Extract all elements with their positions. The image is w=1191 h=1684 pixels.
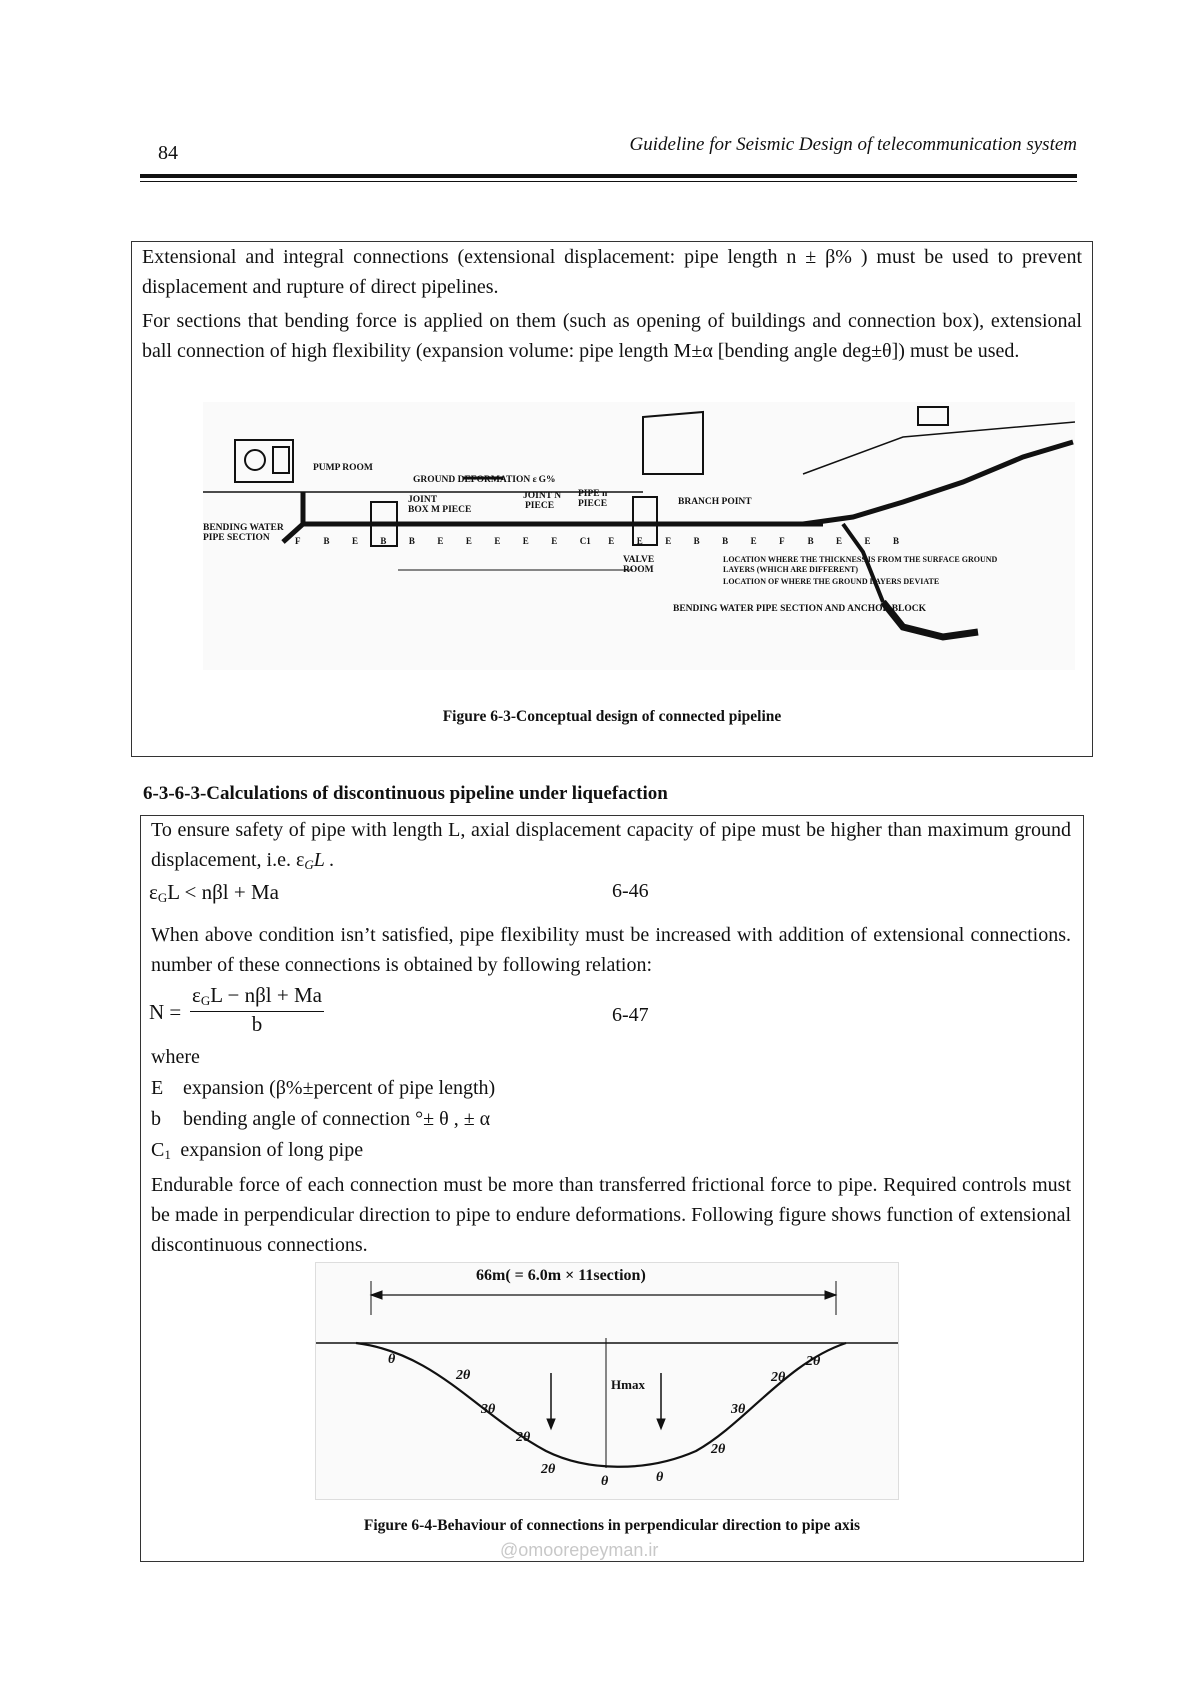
def-C-text: expansion of long pipe bbox=[180, 1139, 364, 1161]
eq47-sub: G bbox=[200, 993, 211, 1008]
eq47-num-rest: L − nβl + Ma bbox=[210, 983, 322, 1007]
paragraph-endurable-force: Endurable force of each connection must be more than transferred frictional force to pipe. Required controls must be made in perpendicular direction to pipe to endure deformations. Following figure shows function of extensional discontinuous connections. bbox=[151, 1174, 1071, 1256]
pipeline-diagram bbox=[203, 402, 1075, 670]
def-C1 bbox=[151, 1135, 495, 1170]
def-E-text: expansion (β%±percent of pipe length) bbox=[183, 1077, 496, 1099]
hmax-label: Hmax bbox=[611, 1377, 645, 1392]
paragraph-safety-end: L . bbox=[313, 849, 335, 871]
label-ground-deformation: GROUND DEFORMATION ε G% bbox=[413, 475, 556, 485]
label-pipe-n: PIPE n bbox=[578, 489, 608, 499]
connection-letter: E bbox=[864, 536, 871, 546]
def-b-text: bending angle of connection °± θ , ± α bbox=[183, 1108, 491, 1130]
equation-6-47-fraction bbox=[190, 983, 324, 1037]
connection-letter: E bbox=[494, 536, 501, 546]
page-number: 84 bbox=[158, 142, 178, 164]
equation-6-46 bbox=[149, 880, 279, 906]
two-theta-1: 2θ bbox=[456, 1368, 471, 1383]
trough-diagram bbox=[316, 1263, 898, 1499]
label-pipe-n-2: PIECE bbox=[578, 499, 608, 509]
equation-number-6-47: 6-47 bbox=[612, 1004, 649, 1026]
definitions bbox=[151, 1042, 495, 1170]
equation-6-47-lhs: N = bbox=[149, 1000, 182, 1024]
label-valve-room-2: ROOM bbox=[623, 565, 654, 575]
eq46-rhs: L < nβl + Ma bbox=[167, 880, 279, 904]
where-label: where bbox=[151, 1046, 200, 1068]
eq47-numerator bbox=[190, 983, 324, 1012]
theta-bottom: θ bbox=[601, 1474, 609, 1489]
label-branch-point: BRANCH POINT bbox=[678, 497, 752, 507]
figure-6-4-caption: Figure 6-4-Behaviour of connections in perpendicular direction to pipe axis bbox=[363, 1517, 861, 1534]
connection-letter: E bbox=[836, 536, 843, 546]
two-theta-5: 2θ bbox=[771, 1370, 786, 1385]
label-bending-section-2: PIPE SECTION bbox=[203, 533, 270, 543]
def-C-sub: 1 bbox=[164, 1147, 171, 1162]
connection-letter: E bbox=[608, 536, 615, 546]
connection-letter: E bbox=[465, 536, 472, 546]
def-E-symbol: E bbox=[151, 1077, 164, 1099]
two-theta-4: 2θ bbox=[711, 1442, 726, 1457]
label-joint-box: JOINT bbox=[408, 495, 438, 505]
eq47-epsilon: ε bbox=[192, 983, 201, 1007]
figure-connection-behaviour bbox=[315, 1262, 899, 1500]
connection-letter: E bbox=[636, 536, 643, 546]
header-rule-thin bbox=[140, 181, 1077, 182]
label-joint-n-2: PIECE bbox=[525, 501, 555, 511]
connection-letter: B bbox=[408, 536, 415, 546]
two-theta-3: 2θ bbox=[541, 1462, 556, 1477]
theta-1: θ bbox=[388, 1352, 396, 1367]
def-E bbox=[151, 1073, 495, 1104]
connection-letter: B bbox=[893, 536, 900, 546]
figure-connected-pipeline bbox=[203, 402, 1075, 670]
connection-letter: B bbox=[807, 536, 814, 546]
header-rule bbox=[140, 174, 1077, 178]
def-C-symbol: C bbox=[151, 1139, 165, 1161]
span-label: 66m( = 6.0m × 11section) bbox=[476, 1267, 646, 1284]
label-note-2: LOCATION OF WHERE THE GROUND LAYERS DEVIATE bbox=[723, 577, 940, 586]
connection-letter: B bbox=[722, 536, 729, 546]
connection-letter: E bbox=[351, 536, 358, 546]
eq47-denominator: b bbox=[251, 1012, 263, 1036]
connection-letter: F bbox=[779, 536, 785, 546]
connection-letter: B bbox=[693, 536, 700, 546]
connection-letter: B bbox=[380, 536, 387, 546]
eq46-epsilon: ε bbox=[149, 880, 158, 904]
connection-letter: E bbox=[665, 536, 672, 546]
paragraph-extensional: Extensional and integral connections (extensional displacement: pipe length n ± β% ) must be used to prevent displacement and rupture of direct pipelines. bbox=[142, 246, 1082, 298]
eq46-sub: G bbox=[157, 890, 168, 905]
label-note-1b: LAYERS (WHICH ARE DIFFERENT) bbox=[723, 565, 859, 574]
paragraph-safety-sub: G bbox=[304, 857, 314, 872]
connection-letter: E bbox=[551, 536, 558, 546]
label-note-1: LOCATION WHERE THE THICKNESS IS FROM THE SURFACE GROUND bbox=[723, 555, 998, 564]
two-theta-6: 2θ bbox=[806, 1354, 821, 1369]
watermark: @omoorepeyman.ir bbox=[500, 1540, 659, 1560]
theta-2: θ bbox=[656, 1470, 664, 1485]
connection-letter: E bbox=[522, 536, 529, 546]
three-theta-2: 3θ bbox=[731, 1402, 746, 1417]
three-theta-1: 3θ bbox=[481, 1402, 496, 1417]
connection-letter: F bbox=[295, 536, 301, 546]
label-joint-box-2: BOX M PIECE bbox=[408, 505, 472, 515]
paragraph-safety-text: To ensure safety of pipe with length L, axial displacement capacity of pipe must be higher than maximum ground displacement, i.e. ε bbox=[151, 819, 1071, 871]
equation-number-6-46: 6-46 bbox=[612, 880, 649, 902]
def-b-symbol: b bbox=[151, 1108, 161, 1130]
connection-letter: B bbox=[323, 536, 330, 546]
building-box bbox=[643, 412, 703, 474]
label-anchor-block: BENDING WATER PIPE SECTION AND ANCHOR BLOCK bbox=[673, 604, 927, 614]
paragraph-flexibility: When above condition isn’t satisfied, pipe flexibility must be increased with addition of extensional connections. number of these connections is obtained by following relation: bbox=[151, 924, 1071, 976]
label-bending-section: BENDING WATER bbox=[203, 523, 284, 533]
def-b bbox=[151, 1104, 495, 1135]
section-heading: 6-3-6-3-Calculations of discontinuous pipeline under liquefaction bbox=[143, 783, 668, 804]
label-joint-n: JOINT N bbox=[523, 491, 562, 501]
running-title: Guideline for Seismic Design of telecommunication system bbox=[629, 134, 1077, 155]
two-theta-2: 2θ bbox=[516, 1430, 531, 1445]
connection-letter: C1 bbox=[579, 536, 591, 546]
label-pump-room: PUMP ROOM bbox=[313, 463, 373, 473]
label-valve-room: VALVE bbox=[623, 555, 655, 565]
paragraph-safety bbox=[151, 815, 1071, 880]
figure-6-3-caption: Figure 6-3-Conceptual design of connected pipeline bbox=[442, 708, 782, 725]
connection-letter: E bbox=[750, 536, 757, 546]
paragraph-bending-sections: For sections that bending force is applied on them (such as opening of buildings and connection box), extensional ball connection of high flexibility (expansion volume: pipe length M±α [bending angle deg±θ]) must be used. bbox=[142, 310, 1082, 362]
connection-letter: E bbox=[437, 536, 444, 546]
